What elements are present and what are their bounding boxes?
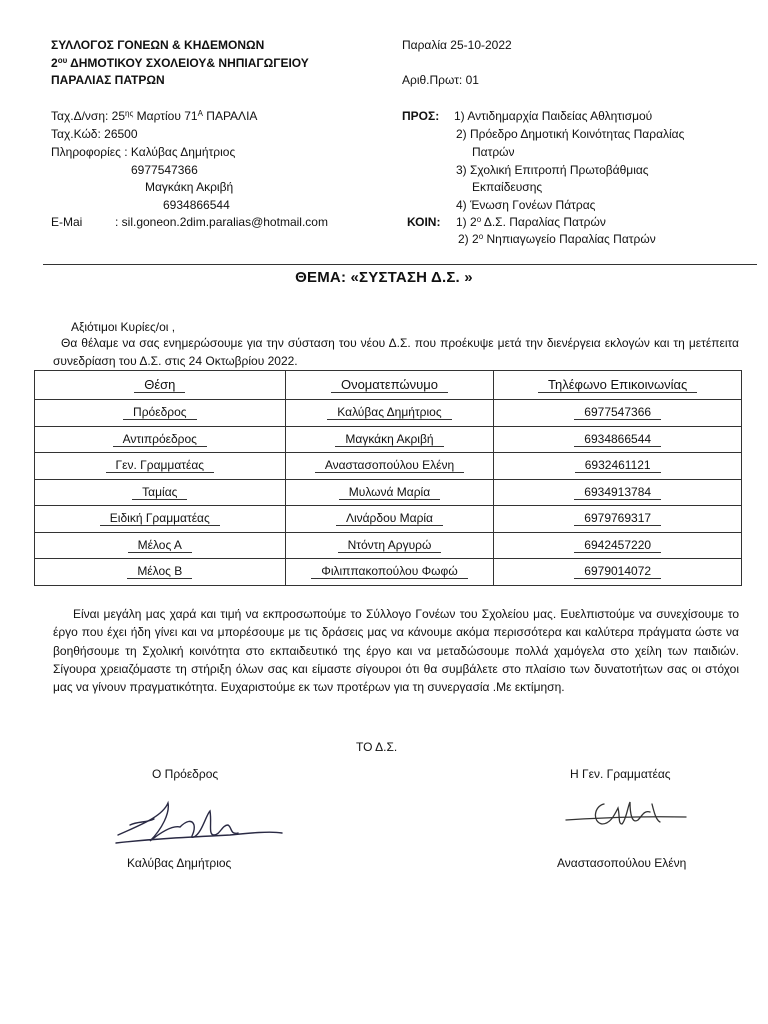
recipient-4: 4) Ένωση Γονέων Πάτρας — [456, 198, 596, 212]
table-row — [35, 400, 742, 427]
recipient-3-cont: Εκπαίδευσης — [472, 180, 543, 194]
table-row — [35, 426, 742, 453]
cell-fullname: Φιλιππακοπούλου Φωφώ — [285, 559, 494, 586]
president-name: Καλύβας Δημήτριος — [127, 856, 232, 870]
cell-position: Ειδική Γραμματέας — [35, 506, 286, 533]
president-title: Ο Πρόεδρος — [152, 767, 219, 781]
contact-2: Μαγκάκη Ακριβή — [145, 180, 234, 194]
cell-position: Αντιπρόεδρος — [35, 426, 286, 453]
cell-position: Μέλος Β — [35, 559, 286, 586]
cell-position: Μέλος Α — [35, 532, 286, 559]
table-header-row — [35, 371, 742, 400]
recipient-3: 3) Σχολική Επιτροπή Πρωτοβάθμιας — [456, 163, 649, 177]
cc-2-sup: ο — [478, 232, 484, 241]
address-prefix: Ταχ.Δ/νση: 25 — [51, 109, 126, 123]
header-phone: Τηλέφωνο Επικοινωνίας — [494, 371, 742, 400]
header-divider — [43, 264, 757, 265]
place-date: Παραλία 25-10-2022 — [402, 38, 512, 52]
cell-phone: 6934913784 — [494, 479, 742, 506]
cell-phone: 6977547366 — [494, 400, 742, 427]
board-members-table — [34, 370, 742, 586]
email-value: : sil.goneon.2dim.paralias@hotmail.com — [115, 215, 328, 229]
table-row — [35, 559, 742, 586]
cell-phone: 6934866544 — [494, 426, 742, 453]
cc-label: ΚΟΙΝ: — [407, 215, 441, 229]
cell-fullname: Καλύβας Δημήτριος — [285, 400, 494, 427]
intro-paragraph: Θα θέλαμε να σας ενημερώσουμε για την σύσταση του νέου Δ.Σ. που προέκυψε μετά την διενέργεια εκλογών και τη μετέπειτα συνεδρίαση του Δ.Σ. στις 24 Οκτωβρίου 2022. — [53, 336, 739, 368]
cell-position: Γεν. Γραμματέας — [35, 453, 286, 480]
subject-title: ΘΕΜΑ: «ΣΥΣΤΑΣΗ Δ.Σ. » — [295, 269, 473, 286]
association-num: 2 — [51, 56, 58, 70]
recipient-2-cont: Πατρών — [472, 145, 515, 159]
cc-1 — [456, 213, 606, 231]
association-name-line2 — [51, 54, 309, 72]
cell-fullname: Μυλωνά Μαρία — [285, 479, 494, 506]
association-name-line3: ΠΑΡΑΛΙΑΣ ΠΑΤΡΩΝ — [51, 73, 165, 87]
cc-2 — [458, 230, 656, 248]
cell-fullname: Μαγκάκη Ακριβή — [285, 426, 494, 453]
cell-position: Ταμίας — [35, 479, 286, 506]
cc-2-num: 2) 2 — [458, 232, 479, 246]
header-position: Θέση — [35, 371, 286, 400]
secretary-signature — [556, 790, 706, 845]
body-paragraph: Είναι μεγάλη μας χαρά και τιμή να εκπροσωπούμε το Σύλλογο Γονέων του Σχολείου μας. Ευελπιστούμε να συνεχίσουμε το έργο που έχει ήδη γίνει και να μπορέσουμε με τις δράσεις μας να κάνουμε ακόμα περισσότερα και καλύτερα πράγματα ώστε να βοηθήσουμε τη Σχολική κοινότητα στο εκπαιδευτικό της έργο και να μεταδώσουμε πολλά χαμόγελα στο χείλη των παιδιών. Σίγουρα χρειαζόμαστε τη στήριξη όλων σας και είμαστε σίγουροι ότι θα συμβάλετε στο πλαίσιο των δυνατοτήτων σας οι στόχοι μας να γίνουν πραγματικότητα. Ευχαριστούμε εκ των προτέρων για τη συνεργασία .Με εκτίμηση. — [53, 607, 739, 695]
cell-phone: 6979769317 — [494, 506, 742, 533]
phone-1: 6977547366 — [131, 163, 198, 177]
secretary-name: Αναστασοπούλου Ελένη — [557, 856, 687, 870]
address-sup1: ης — [125, 109, 134, 118]
to-label: ΠΡΟΣ: — [402, 109, 440, 123]
cc-2-rest: Νηπιαγωγείο Παραλίας Πατρών — [483, 232, 656, 246]
table-row — [35, 532, 742, 559]
cell-phone: 6932461121 — [494, 453, 742, 480]
cell-fullname: Λινάρδου Μαρία — [285, 506, 494, 533]
table-row — [35, 506, 742, 533]
cell-fullname: Αναστασοπούλου Ελένη — [285, 453, 494, 480]
phone-2: 6934866544 — [163, 198, 230, 212]
cell-phone: 6979014072 — [494, 559, 742, 586]
info-contact: Πληροφορίες : Καλύβας Δημήτριος — [51, 145, 236, 159]
cc-1-num: 1) 2 — [456, 215, 477, 229]
protocol-number: Αριθ.Πρωτ: 01 — [402, 73, 479, 87]
address — [51, 107, 257, 125]
header-fullname: Ονοματεπώνυμο — [285, 371, 494, 400]
cc-1-rest: Δ.Σ. Παραλίας Πατρών — [481, 215, 606, 229]
association-sup: ου — [57, 56, 68, 65]
table-row — [35, 453, 742, 480]
cell-phone: 6942457220 — [494, 532, 742, 559]
association-rest: ΔΗΜΟΤΙΚΟΥ ΣΧΟΛΕΙΟΥ& ΝΗΠΙΑΓΩΓΕΙΟΥ — [67, 56, 309, 70]
president-signature — [110, 795, 290, 853]
board-signoff: ΤΟ Δ.Σ. — [356, 740, 398, 754]
cell-fullname: Ντόντη Αργυρώ — [285, 532, 494, 559]
address-sup2: Α — [197, 109, 203, 118]
address-suffix: ΠΑΡΑΛΙΑ — [202, 109, 258, 123]
secretary-title: Η Γεν. Γραμματέας — [570, 767, 671, 781]
postal-code: Ταχ.Κώδ: 26500 — [51, 127, 138, 141]
address-mid: Μαρτίου 71 — [133, 109, 198, 123]
association-name-line1: ΣΥΛΛΟΓΟΣ ΓΟΝΕΩΝ & ΚΗΔΕΜΟΝΩΝ — [51, 38, 265, 52]
cc-1-sup: ο — [476, 215, 482, 224]
greeting: Αξιότιμοι Κυρίες/οι , — [71, 320, 176, 334]
table-row — [35, 479, 742, 506]
cell-position: Πρόεδρος — [35, 400, 286, 427]
email-label: E-Mai — [51, 215, 83, 229]
recipient-2: 2) Πρόεδρο Δημοτική Κοινότητας Παραλίας — [456, 127, 685, 141]
recipient-1: 1) Αντιδημαρχία Παιδείας Αθλητισμού — [454, 109, 653, 123]
